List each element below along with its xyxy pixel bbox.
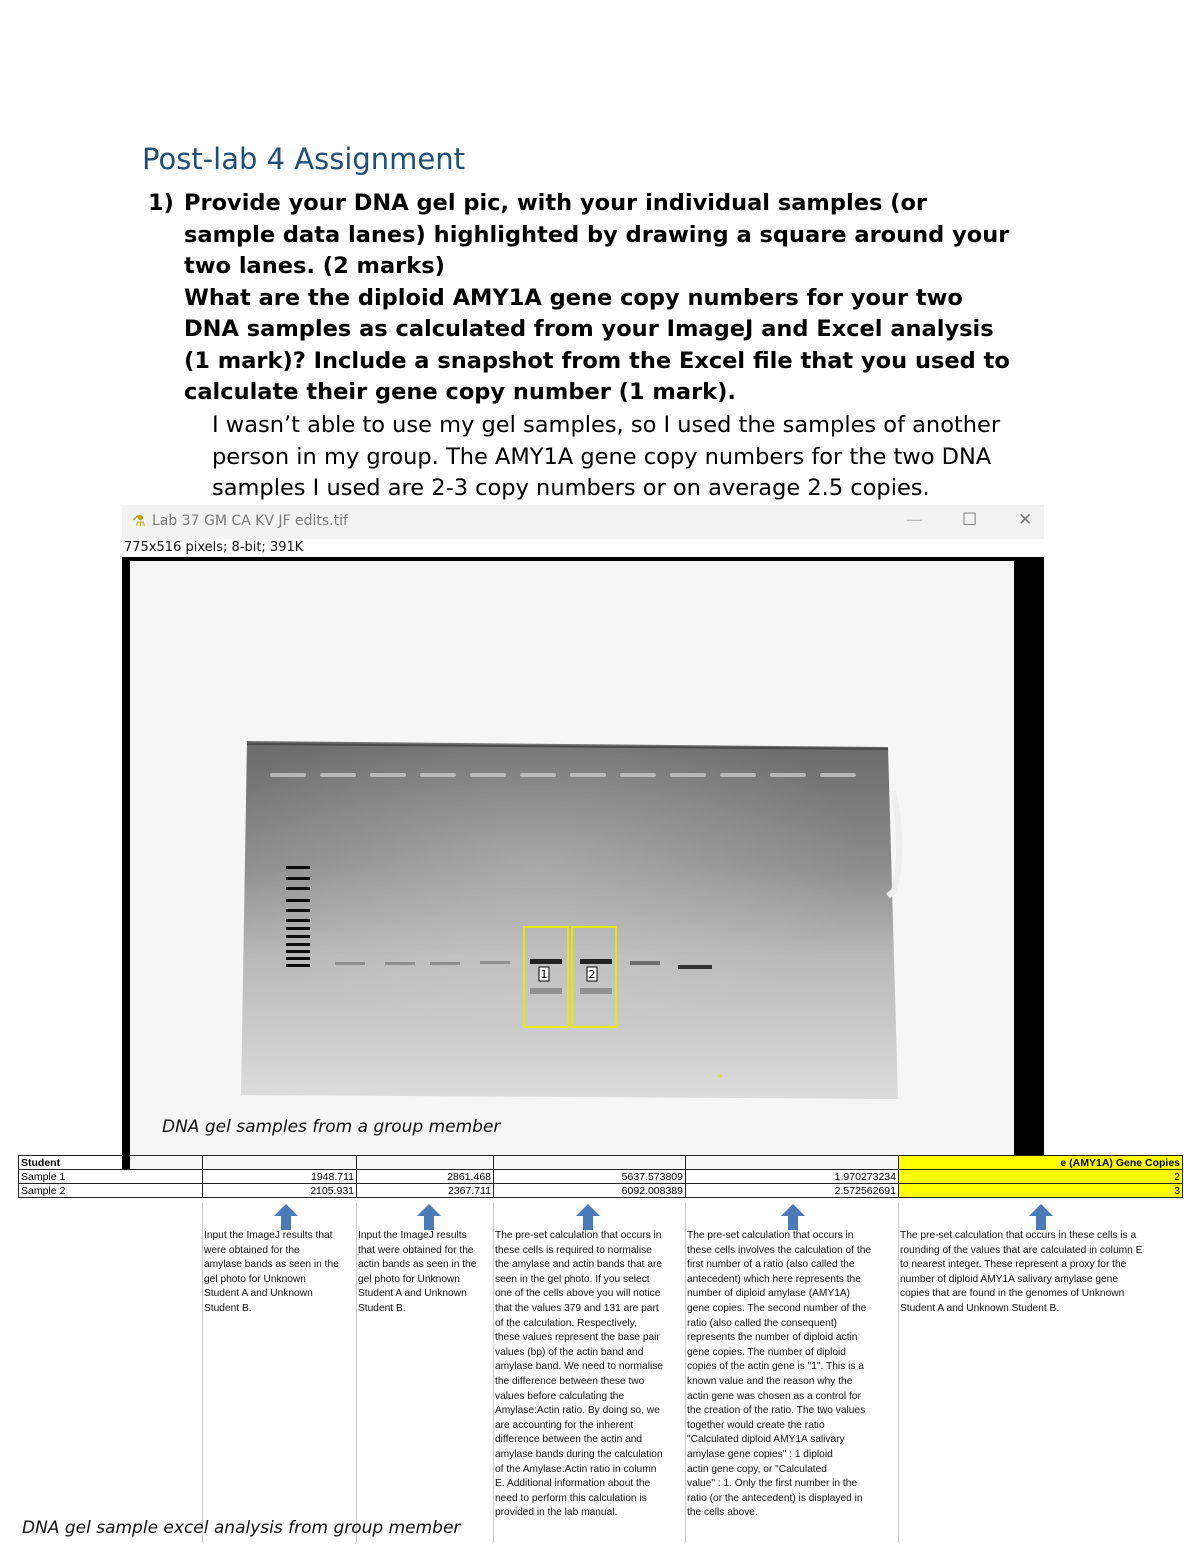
- header-cell: [494, 1156, 686, 1170]
- normalized-value: 5637.573809: [494, 1170, 686, 1184]
- answer-line: I wasn’t able to use my gel samples, so I used the samples of another: [212, 412, 1001, 438]
- image-info: 775x516 pixels; 8-bit; 391K: [124, 540, 304, 555]
- header-student: Student: [19, 1156, 203, 1170]
- question-number: 1): [148, 190, 174, 216]
- question-line: (1 mark)? Include a snapshot from the Excel file that you used to: [184, 347, 1010, 374]
- minimize-icon[interactable]: —: [906, 510, 923, 530]
- up-arrow-icon: [273, 1203, 299, 1231]
- note-amylase: Input the ImageJ results that were obtained for the amylase bands as seen in the gel photo for Unknown Student A and Unknown Student B.: [204, 1230, 339, 1314]
- question-line: Provide your DNA gel pic, with your individual samples (or: [184, 190, 928, 216]
- ratio-value: 2.572562691: [686, 1184, 899, 1198]
- note-actin: Input the ImageJ results that were obtained for the actin bands as seen in the gel photo for Unknown Student A and Unknown Student B.: [358, 1230, 477, 1314]
- note-rounding: The pre-set calculation that occurs in these cells is a rounding of the values that are calculated in column E to nearest integer. These represent a proxy for the number of diploid AMY1A salivary amylase gene copies that are found in the genomes of Unknown Student A and Unknown Student B.: [900, 1230, 1143, 1314]
- close-icon[interactable]: ✕: [1018, 510, 1033, 530]
- header-cell: [357, 1156, 494, 1170]
- normalized-value: 6092.008389: [494, 1184, 686, 1198]
- excel-notes: [18, 1203, 1182, 1543]
- imagej-window: [122, 505, 1044, 1169]
- up-arrow-icon: [1028, 1203, 1054, 1231]
- lane-1-label: 1: [540, 968, 548, 981]
- table-header-row: [19, 1156, 1183, 1170]
- imagej-microscope-icon: ⚗: [132, 512, 146, 530]
- amylase-value: 1948.711: [203, 1170, 357, 1184]
- gene-copies-value: 3: [899, 1184, 1183, 1198]
- lane-2-label: 2: [588, 968, 596, 981]
- header-cell: [686, 1156, 899, 1170]
- gel-caption: DNA gel samples from a group member: [162, 1117, 501, 1137]
- answer-line: samples I used are 2-3 copy numbers or on average 2.5 copies.: [212, 475, 930, 501]
- table-row: [19, 1170, 1183, 1184]
- up-arrow-icon: [575, 1203, 601, 1231]
- excel-caption: DNA gel sample excel analysis from group member: [22, 1518, 461, 1538]
- gel-image: [130, 561, 1014, 1169]
- row-label: Sample 2: [19, 1184, 203, 1198]
- table-row: [19, 1184, 1183, 1198]
- amylase-value: 2105.931: [203, 1184, 357, 1198]
- ratio-value: 1.970273234: [686, 1170, 899, 1184]
- window-titlebar[interactable]: [122, 505, 1044, 539]
- question-line: What are the diploid AMY1A gene copy numbers for your two: [184, 284, 963, 311]
- gene-copies-value: 2: [899, 1170, 1183, 1184]
- maximize-icon[interactable]: ☐: [962, 510, 978, 530]
- question-1: [148, 188, 1064, 409]
- question-line: calculate their gene copy number (1 mark).: [184, 379, 736, 405]
- up-arrow-icon: [416, 1203, 442, 1231]
- actin-value: 2861.468: [357, 1170, 494, 1184]
- header-gene-copies: e (AMY1A) Gene Copies: [899, 1156, 1183, 1170]
- excel-snapshot: [18, 1155, 1182, 1198]
- row-label: Sample 1: [19, 1170, 203, 1184]
- answer-text: [212, 410, 1072, 505]
- question-line: DNA samples as calculated from your ImageJ and Excel analysis: [184, 316, 994, 342]
- answer-line: person in my group. The AMY1A gene copy numbers for the two DNA: [212, 443, 992, 470]
- actin-value: 2367.711: [357, 1184, 494, 1198]
- window-title: Lab 37 GM CA KV JF edits.tif: [152, 513, 348, 529]
- note-normalise: The pre-set calculation that occurs in these cells is required to normalise the amylase and actin bands that are seen in the gel photo. If you select one of the cells above you will notice that the values 379 and 131 are part of the calculation. Respectively, these values represent the base pair values (bp) of the actin band and amylase band. We need to normalise the difference between these two values before calculating the Amylase:Actin ratio. By doing so, we are accounting for the inherent difference between the actin and amylase bands during the calculation of the Amylase:Actin ratio in column E. Additional information about the need to perform this calculation is provided in the lab manual.: [495, 1230, 663, 1519]
- note-ratio: The pre-set calculation that occurs in these cells involves the calculation of the first number of a ratio (also called the antecedent) which here represents the number of diploid amylase (AMY1A) gene copies. The second number of the ratio (also called the consequent) represents the number of diploid actin gene copies. The number of diploid copies of the actin gene is "1". This is a known value and the reason why the actin gene was chosen as a control for the creation of the ratio. The two values together would create the ratio "Calculated diploid AMY1A salivary amylase gene copies" : 1 diploid actin gene copy, or "Calculated value" : 1. Only the first number in the ratio (or the antecedent) is displayed in the cells above.: [687, 1230, 872, 1519]
- up-arrow-icon: [780, 1203, 806, 1231]
- question-line: sample data lanes) highlighted by drawing a square around your: [184, 221, 1010, 248]
- gel-photo: [130, 561, 1014, 1169]
- question-line: two lanes. (2 marks): [184, 253, 445, 279]
- question-text: [184, 188, 1064, 409]
- page-title: Post-lab 4 Assignment: [142, 142, 466, 176]
- header-cell: [203, 1156, 357, 1170]
- image-canvas[interactable]: [122, 557, 1044, 1169]
